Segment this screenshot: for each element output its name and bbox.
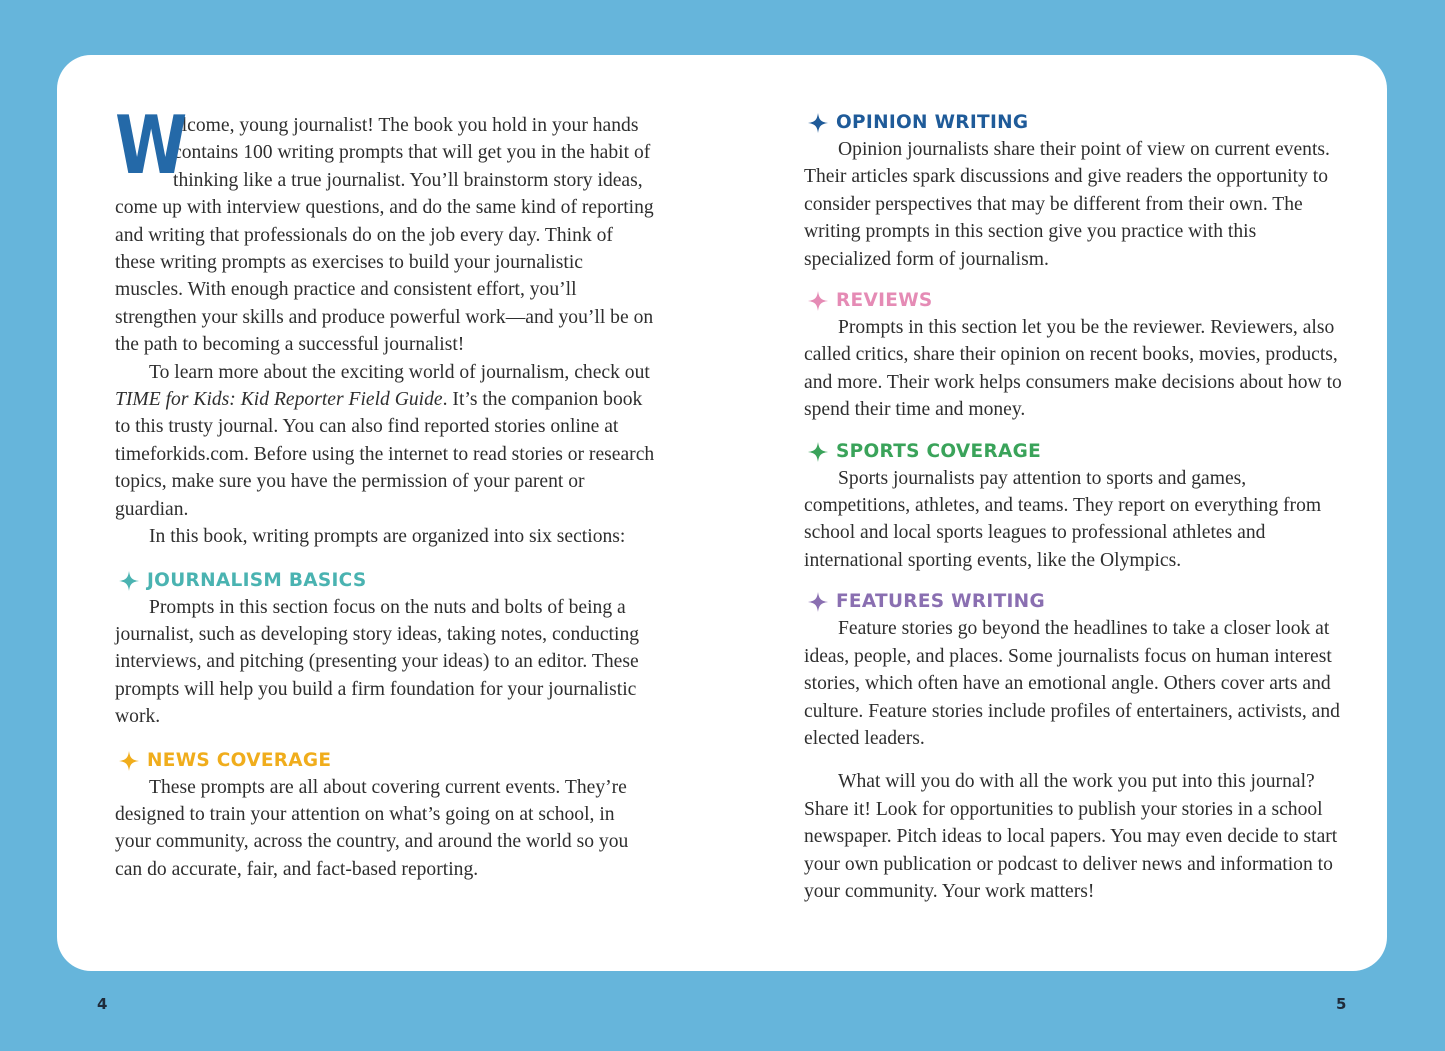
section-body-news-coverage: These prompts are all about covering current events. They’re designed to train your attention on what’s going on at school, in your community, across the country, and around the world so you can do accurate, fair, and fact-based reporting. <box>115 776 629 880</box>
section-heading-reviews <box>808 288 1344 314</box>
section-heading-sports-coverage <box>808 439 1344 465</box>
section-body-sports-coverage: Sports journalists pay attention to sports and games, competitions, athletes, and teams. They report on everything from school and local sports leagues to professional athletes and international sporting events, like the Olympics. <box>804 467 1322 571</box>
field-guide-title: TIME for Kids: Kid Reporter Field Guide <box>115 389 443 411</box>
intro-paragraph-1 <box>115 99 655 359</box>
sparkle-star-icon <box>119 751 139 771</box>
section-heading-label: OPINION WRITING <box>836 112 1029 133</box>
page-number-right: 5 <box>1336 995 1347 1013</box>
closing-paragraph: What will you do with all the work you put into this journal? Share it! Look for opportunities to publish your stories in a school newspaper. Pitch ideas to local papers. You may even decide to start your own publication or podcast to deliver news and information to your community. Your work matters! <box>804 771 1338 902</box>
left-page-column <box>115 99 655 883</box>
section-heading-news-coverage <box>119 748 655 774</box>
section-body-journalism-basics: Prompts in this section focus on the nuts and bolts of being a journalist, such as developing story ideas, taking notes, conducting interviews, and pitching (presenting your ideas) to an editor. These prompts will help you build a firm foundation for your journalistic work. <box>115 596 640 728</box>
section-heading-label: REVIEWS <box>836 290 933 312</box>
section-heading-label: FEATURES WRITING <box>836 591 1045 613</box>
right-page-column <box>804 110 1344 905</box>
intro-paragraph-3: In this book, writing prompts are organized into six sections: <box>149 526 626 548</box>
sparkle-star-icon <box>119 571 139 591</box>
page-number-left: 4 <box>97 995 108 1013</box>
section-heading-label: SPORTS COVERAGE <box>836 440 1042 462</box>
sparkle-star-icon <box>808 113 828 133</box>
intro-paragraph-2-after: . It’s the companion book to this trusty journal. You can also find reported stories online at timeforkids.com. Before using the internet to read stories or research topics, make sure you have the permission of your parent or guardian. <box>115 389 655 520</box>
sparkle-star-icon <box>808 291 828 311</box>
section-heading-features-writing <box>808 589 1344 615</box>
section-heading-label: NEWS COVERAGE <box>147 749 332 771</box>
drop-cap-letter: W <box>115 99 188 192</box>
page-spread-card <box>57 55 1387 971</box>
sparkle-star-icon <box>808 442 828 462</box>
section-body-opinion-writing: Opinion journalists share their point of view on current events. Their articles spark discussions and give readers the opportunity to consider perspectives that may be different from their own. The writing prompts in this section give you practice with this specialized form of journalism. <box>804 139 1330 270</box>
section-heading-opinion-writing <box>808 110 1344 136</box>
section-body-features-writing: Feature stories go beyond the headlines to take a closer look at ideas, people, and places. Some journalists focus on human interest stories, which often have an emotional angle. Others cover arts and culture. Feature stories include profiles of entertainers, activists, and elected leaders. <box>804 618 1340 749</box>
sparkle-star-icon <box>808 592 828 612</box>
section-body-reviews: Prompts in this section let you be the reviewer. Reviewers, also called critics, share their opinion on recent books, movies, products, and more. Their work helps consumers make decisions about how to spend their time and money. <box>804 317 1342 421</box>
section-heading-journalism-basics <box>119 568 655 594</box>
intro-paragraph-2-before: To learn more about the exciting world of journalism, check out <box>149 361 650 383</box>
intro-paragraph-2 <box>115 359 655 523</box>
section-heading-label: JOURNALISM BASICS <box>147 569 367 591</box>
intro-paragraph-1-text: elcome, young journalist! The book you hold in your hands contains 100 writing prompts that will get you in the habit of thinking like a true journalist. You’ll brainstorm story ideas, come up with interview questions, and do the same kind of reporting and writing that professionals do on the job every day. Think of these writing prompts as exercises to build your journalistic muscles. With enough practice and consistent effort, you’ll strengthen your skills and produce powerful work—and you’ll be on the path to becoming a successful journalist! <box>115 115 654 356</box>
